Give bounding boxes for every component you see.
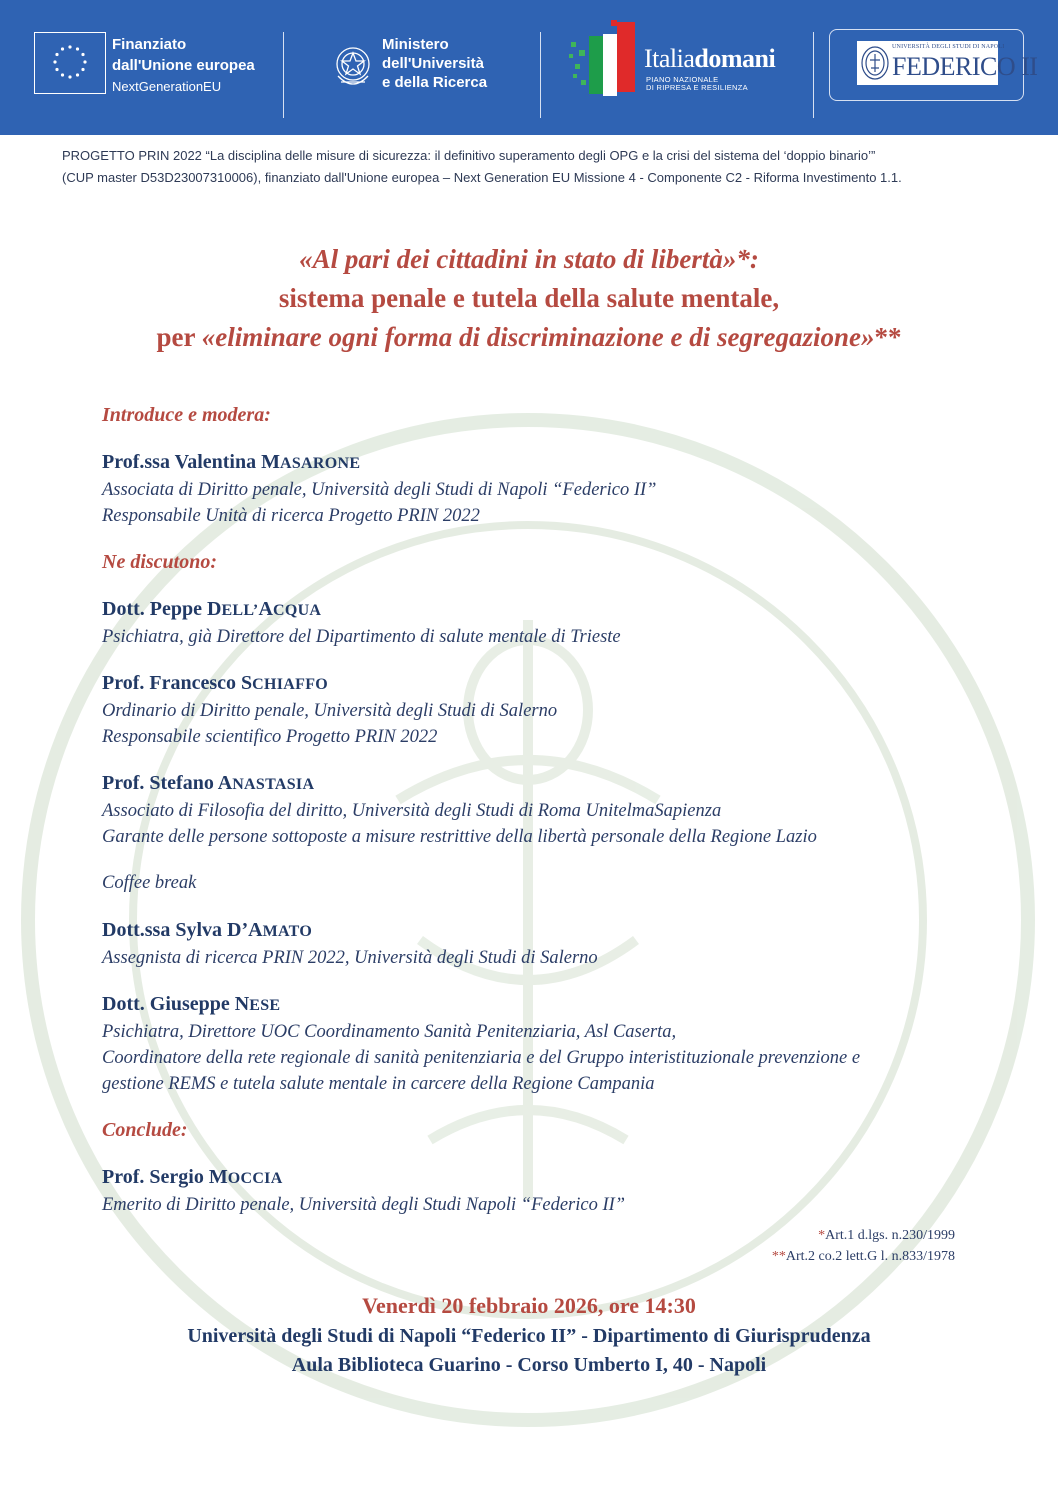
speaker-surname-initial: A xyxy=(217,772,233,794)
prin-line2: (CUP master D53D23007310006), finanziato dall'Unione europea – Next Generation EU Missione 4 - Componente C2 - Riforma Investimento 1.1. xyxy=(62,170,902,185)
speaker-role: Assegnista di ricerca PRIN 2022, Università degli Studi di Salerno xyxy=(102,948,598,968)
mur-logo-line3: e della Ricerca xyxy=(382,74,488,91)
speaker-first-name: Dott. Peppe xyxy=(102,598,207,620)
italiadomani-logo-subtitle xyxy=(646,76,748,92)
speaker-role: Coordinatore della rete regionale di sanità penitenziaria e del Gruppo interistituzionale prevenzione e xyxy=(102,1048,861,1068)
speaker-surname-initial: N xyxy=(234,993,250,1015)
speaker-block xyxy=(102,1164,982,1218)
federico-logo-plate xyxy=(857,41,1038,85)
speaker-first-name: Prof.ssa Valentina xyxy=(102,451,262,473)
speaker-role: Psichiatra, Direttore UOC Coordinamento Sanità Penitenziaria, Asl Caserta, xyxy=(102,1022,677,1042)
event-date: Venerdì 20 febbraio 2026, ore 14:30 xyxy=(362,1293,696,1318)
speaker-role: Psichiatra, già Direttore del Dipartimento di salute mentale di Trieste xyxy=(102,627,621,647)
speaker-block xyxy=(102,770,982,850)
speaker-surname-rest2: CQUA xyxy=(272,602,322,619)
speaker-surname-rest: OCCIA xyxy=(227,1170,283,1187)
federico-name: FEDERICO II xyxy=(892,52,1038,81)
speaker-name xyxy=(102,917,982,945)
university-seal-icon xyxy=(860,44,890,82)
speaker-role: Responsabile scientifico Progetto PRIN 2022 xyxy=(102,727,438,747)
italiadomani-logo-name xyxy=(644,44,775,74)
speaker-block xyxy=(102,991,982,1097)
federico-university-label: UNIVERSITÀ DEGLI STUDI DI NAPOLI xyxy=(892,44,1005,50)
speaker-first-name: Dott.ssa Sylva D’ xyxy=(102,919,249,941)
speaker-surname-rest: MATO xyxy=(262,923,313,940)
speaker-first-name: Prof. Francesco xyxy=(102,672,242,694)
federico-logo xyxy=(829,29,1038,101)
prin-line1: PROGETTO PRIN 2022 “La disciplina delle misure di sicurezza: il definitivo superamento degli OPG e la crisi del sistema del ‘doppio binario’” xyxy=(62,148,876,163)
footnote-2-text: Art.2 co.2 lett.G l. n.833/1978 xyxy=(785,1249,955,1264)
italian-flag-pixel-icon xyxy=(567,20,639,98)
title-line3-prefix: per xyxy=(156,322,202,352)
discuss-label: Ne discutono: xyxy=(102,551,217,573)
speaker-role: Responsabile Unità di ricerca Progetto PRIN 2022 xyxy=(102,506,480,526)
speaker-surname-initial: M xyxy=(208,1166,228,1188)
eu-flag-icon xyxy=(34,32,106,94)
speaker-surname-initial: D xyxy=(206,598,222,620)
eu-logo-line1: Finanziato xyxy=(112,36,187,53)
speaker-surname-initial: A xyxy=(248,919,263,941)
speaker-role: Garante delle persone sottoposte a misure restrittive della libertà personale della Regione Lazio xyxy=(102,827,817,847)
speaker-surname-initial: S xyxy=(241,672,253,694)
event-location xyxy=(0,1322,1058,1380)
speaker-block xyxy=(102,917,982,971)
event-place-line2: Aula Biblioteca Guarino - Corso Umberto I, 40 - Napoli xyxy=(291,1354,767,1376)
speaker-first-name: Dott. Giuseppe xyxy=(102,993,235,1015)
italiadomani-sub1: PIANO NAZIONALE xyxy=(646,75,719,84)
speaker-surname-rest: ELL’ xyxy=(221,602,259,619)
speaker-name xyxy=(102,596,982,624)
speaker-role: Emerito di Diritto penale, Università degli Studi Napoli “Federico II” xyxy=(102,1195,626,1215)
italiadomani-name-part1: Italia xyxy=(644,44,695,73)
header-divider xyxy=(283,32,284,118)
footnote-2 xyxy=(772,1246,955,1267)
speaker-name xyxy=(102,770,982,798)
italian-republic-emblem-icon xyxy=(332,38,374,94)
speaker-name xyxy=(102,449,982,477)
speaker-name xyxy=(102,670,982,698)
speaker-surname-rest: ESE xyxy=(249,997,281,1014)
eu-logo-line3: NextGenerationEU xyxy=(112,79,222,94)
italiadomani-sub2: DI RIPRESA E RESILIENZA xyxy=(646,83,748,92)
speaker-surname-initial: M xyxy=(261,451,280,473)
title-line3-suffix: ** xyxy=(874,322,902,352)
footnote-1-text: Art.1 d.lgs. n.230/1999 xyxy=(825,1228,955,1243)
title-line2: sistema penale e tutela della salute mentale, xyxy=(278,283,780,313)
title-line1-text: «Al pari dei cittadini in stato di libertà»*: xyxy=(299,244,759,274)
speaker-first-name: Prof. Sergio xyxy=(102,1166,209,1188)
footnote-2-marker: ** xyxy=(771,1249,786,1264)
footnote-1 xyxy=(772,1225,955,1246)
footnote-1-marker: * xyxy=(818,1228,826,1243)
title-line1 xyxy=(0,240,1058,279)
speaker-first-name: Prof. Stefano xyxy=(102,772,218,794)
coffee-break: Coffee break xyxy=(102,873,197,893)
speaker-surname-rest: CHIAFFO xyxy=(252,676,329,693)
speaker-role: Associato di Filosofia del diritto, Università degli Studi di Roma UnitelmaSapienza xyxy=(102,801,722,821)
mur-logo-text xyxy=(382,35,487,92)
eu-logo-line2: dall'Unione europea xyxy=(112,57,255,74)
speaker-block xyxy=(102,596,982,650)
title-line3 xyxy=(0,318,1058,357)
introduce-label: Introduce e modera: xyxy=(102,404,271,426)
speaker-surname-rest: ASARONE xyxy=(280,455,361,472)
speaker-name xyxy=(102,1164,982,1192)
speaker-block xyxy=(102,449,982,529)
event-place-line1: Università degli Studi di Napoli “Federico II” - Dipartimento di Giurisprudenza xyxy=(187,1325,871,1347)
speaker-role: Associata di Diritto penale, Università degli Studi di Napoli “Federico II” xyxy=(102,480,657,500)
speaker-role: gestione REMS e tutela salute mentale in carcere della Regione Campania xyxy=(102,1074,655,1094)
conclude-label: Conclude: xyxy=(102,1119,188,1141)
title-line3-italic: «eliminare ogni forma di discriminazione e di segregazione» xyxy=(201,322,875,352)
mur-logo-line2: dell'Università xyxy=(382,55,484,72)
header-bar xyxy=(0,0,1058,135)
program xyxy=(102,402,982,1218)
mur-logo-line1: Ministero xyxy=(382,36,449,53)
header-divider xyxy=(813,32,814,118)
speaker-surname-initial2: A xyxy=(258,598,273,620)
speaker-name xyxy=(102,991,982,1019)
speaker-block xyxy=(102,670,982,750)
prin-project-info xyxy=(62,145,1022,189)
footnotes xyxy=(772,1225,955,1267)
event-title xyxy=(0,240,1058,357)
eu-logo-text xyxy=(112,34,255,97)
italiadomani-name-part2: domani xyxy=(694,44,776,73)
header-divider xyxy=(540,32,541,118)
speaker-surname-rest: NASTASIA xyxy=(232,776,315,793)
speaker-role: Ordinario di Diritto penale, Università degli Studi di Salerno xyxy=(102,701,558,721)
